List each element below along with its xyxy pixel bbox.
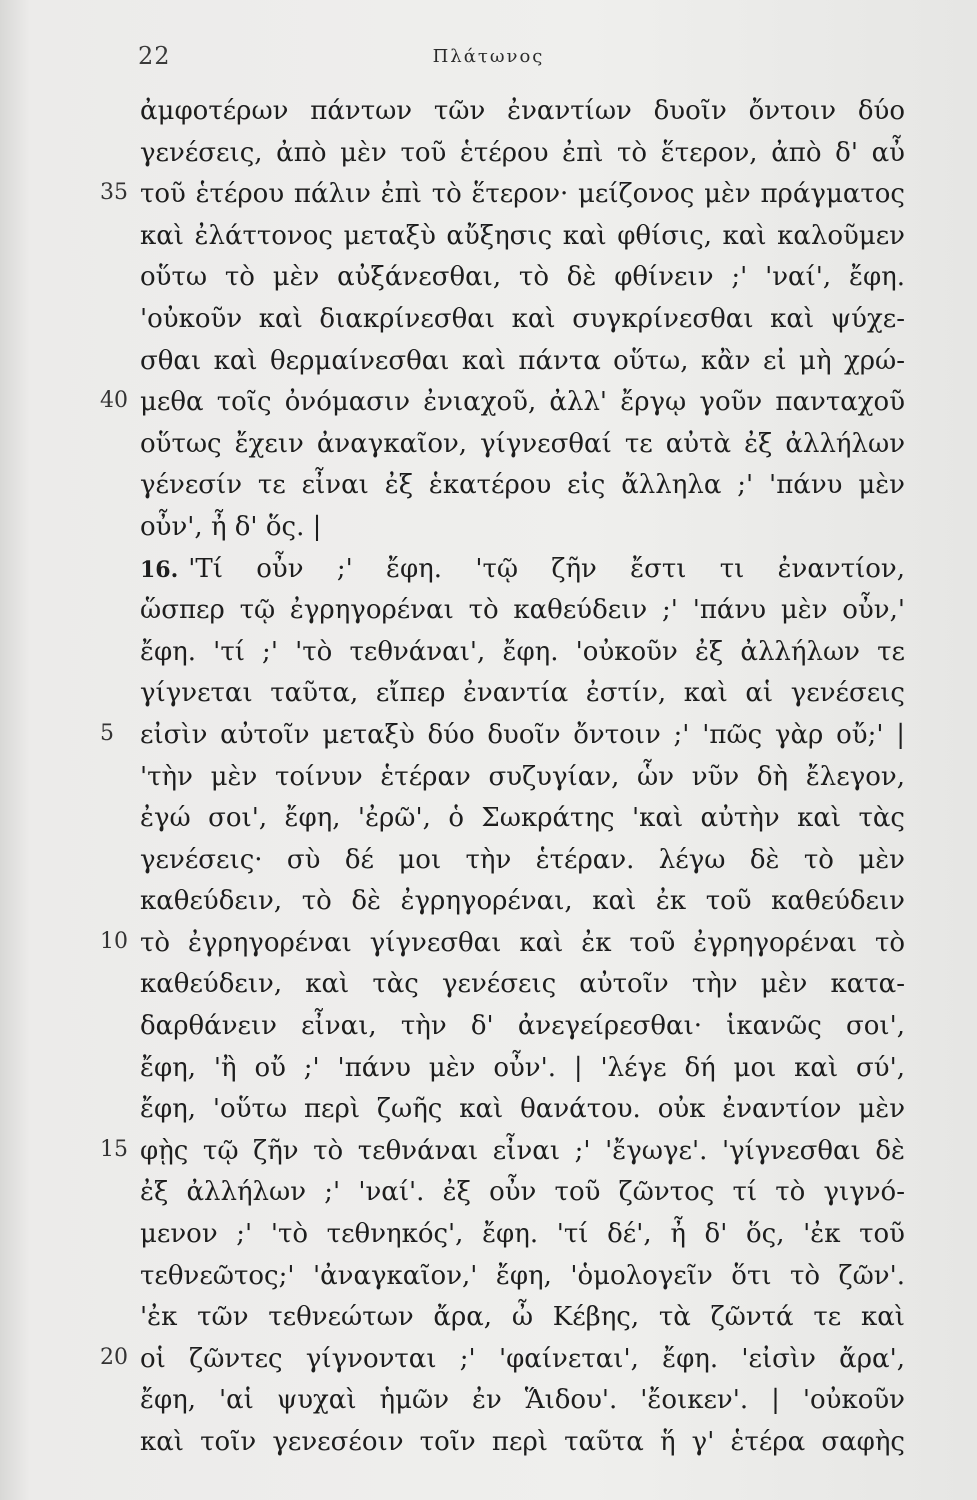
text-line <box>0 1423 977 1465</box>
text-line <box>0 175 977 217</box>
line-text: γενέσεις, ἀπὸ μὲν τοῦ ἑτέρου ἐπὶ τὸ ἕτερον, ἀπὸ δ' αὖ <box>140 137 905 168</box>
line-text: οὖν', ἦ δ' ὅς. | <box>140 511 322 542</box>
text-line <box>0 1340 977 1382</box>
line-text: οὕτως ἔχειν ἀναγκαῖον, γίγνεσθαί τε αὐτὰ ἐξ ἀλλήλων <box>140 428 905 459</box>
page-number: 22 <box>138 42 171 70</box>
line-number: 10 <box>100 928 128 954</box>
text-line <box>0 92 977 134</box>
line-text: ἔφη, 'αἱ ψυχαὶ ἡμῶν ἐν Ἅιδου'. 'ἔοικεν'. | 'οὐκοῦν <box>140 1385 905 1416</box>
line-text: ἀμφοτέρων πάντων τῶν ἐναντίων δυοῖν ὄντοιν δύο <box>140 96 905 126</box>
line-number: 40 <box>100 388 128 414</box>
line-text: καὶ ἐλάττονος μεταξὺ αὔξησις καὶ φθίσις, καὶ καλοῦμεν <box>140 220 905 251</box>
line-number: 5 <box>100 720 114 746</box>
text-line <box>0 217 977 259</box>
line-text: τοῦ ἑτέρου πάλιν ἐπὶ τὸ ἕτερον· μείζονος μὲν πράγματος <box>140 179 905 210</box>
text-line <box>0 841 977 883</box>
text-line <box>0 1257 977 1299</box>
line-text: ὥσπερ τῷ ἐγρηγορέναι τὸ καθεύδειν ;' 'πάνυ μὲν οὖν,' <box>140 595 905 626</box>
line-text: οὕτω τὸ μὲν αὐξάνεσθαι, τὸ δὲ φθίνειν ;' 'ναί', ἔφη. <box>140 262 905 293</box>
line-text: γίγνεται ταῦτα, εἴπερ ἐναντία ἐστίν, καὶ αἱ γενέσεις <box>140 678 905 709</box>
line-text: 'ἐκ τῶν τεθνεώτων ἄρα, ὦ Κέβης, τὰ ζῶντά τε καὶ <box>140 1302 905 1333</box>
line-number: 35 <box>100 180 128 206</box>
text-line <box>0 924 977 966</box>
text-line <box>0 799 977 841</box>
text-line <box>0 466 977 508</box>
text-line <box>0 1132 977 1174</box>
text-line <box>0 425 977 467</box>
running-head: Πλάτωνος <box>432 46 545 67</box>
line-text: δαρθάνειν εἶναι, τὴν δ' ἀνεγείρεσθαι· ἱκανῶς σοι', <box>140 1011 905 1042</box>
page-header <box>0 38 977 78</box>
text-line <box>0 758 977 800</box>
text-line <box>0 965 977 1007</box>
text-line <box>0 1173 977 1215</box>
text-line <box>0 1090 977 1132</box>
line-text: καθεύδειν, τὸ δὲ ἐγρηγορέναι, καὶ ἐκ τοῦ καθεύδειν <box>140 886 905 917</box>
text-line <box>0 1007 977 1049</box>
line-text: καὶ τοῖν γενεσέοιν τοῖν περὶ ταῦτα ἥ γ' ἑτέρα σαφὴς <box>140 1427 905 1457</box>
text-line <box>0 550 977 592</box>
section-number: 16. <box>140 556 179 583</box>
text-line <box>0 1381 977 1423</box>
line-text: ἔφη, 'οὕτω περὶ ζωῆς καὶ θανάτου. οὐκ ἐναντίον μὲν <box>140 1094 905 1125</box>
line-number: 20 <box>100 1344 128 1370</box>
text-line <box>0 1298 977 1340</box>
line-text: σθαι καὶ θερμαίνεσθαι καὶ πάντα οὕτω, κἂν εἰ μὴ χρώ- <box>140 345 905 376</box>
line-text: γενέσεις· σὺ δέ μοι τὴν ἑτέραν. λέγω δὲ τὸ μὲν <box>140 844 905 875</box>
line-text: ἔφη, 'ἢ οὔ ;' 'πάνυ μὲν οὖν'. | 'λέγε δή μοι καὶ σύ', <box>140 1052 905 1083</box>
text-line <box>0 1215 977 1257</box>
text-line <box>0 591 977 633</box>
text-line <box>0 633 977 675</box>
line-text: 'Τί οὖν ;' ἔφη. 'τῷ ζῆν ἔστι τι ἐναντίον, <box>188 553 905 584</box>
text-line <box>0 508 977 550</box>
text-line <box>0 258 977 300</box>
line-text: 'τὴν μὲν τοίνυν ἑτέραν συζυγίαν, ὧν νῦν δὴ ἔλεγον, <box>140 761 905 792</box>
line-number: 15 <box>100 1136 128 1162</box>
line-text: τὸ ἐγρηγορέναι γίγνεσθαι καὶ ἐκ τοῦ ἐγρηγορέναι τὸ <box>140 927 905 958</box>
line-text: ἔφη. 'τί ;' 'τὸ τεθνάναι', ἔφη. 'οὐκοῦν ἐξ ἀλλήλων τε <box>140 636 905 667</box>
text-line <box>0 716 977 758</box>
line-text: καθεύδειν, καὶ τὰς γενέσεις αὐτοῖν τὴν μὲν κατα- <box>140 969 905 1000</box>
line-text: ἐξ ἀλλήλων ;' 'ναί'. ἐξ οὖν τοῦ ζῶντος τί τὸ γιγνό- <box>140 1177 905 1208</box>
line-text: φῂς τῷ ζῆν τὸ τεθνάναι εἶναι ;' 'ἔγωγε'. 'γίγνεσθαι δὲ <box>140 1135 905 1166</box>
text-block <box>0 92 977 1465</box>
text-line <box>0 674 977 716</box>
text-line <box>0 300 977 342</box>
text-line <box>0 134 977 176</box>
line-text: γένεσίν τε εἶναι ἐξ ἑκατέρου εἰς ἄλληλα ;' 'πάνυ μὲν <box>140 470 905 501</box>
line-text: μενον ;' 'τὸ τεθνηκός', ἔφη. 'τί δέ', ἦ δ' ὅς, 'ἐκ τοῦ <box>140 1219 905 1250</box>
text-line <box>0 383 977 425</box>
line-text: 'οὐκοῦν καὶ διακρίνεσθαι καὶ συγκρίνεσθαι καὶ ψύχε- <box>140 303 905 334</box>
line-text: μεθα τοῖς ὀνόμασιν ἐνιαχοῦ, ἀλλ' ἔργῳ γοῦν πανταχοῦ <box>140 387 905 418</box>
line-text: οἱ ζῶντες γίγνονται ;' 'φαίνεται', ἔφη. 'εἰσὶν ἄρα', <box>140 1343 905 1374</box>
line-text: ἐγώ σοι', ἔφη, 'ἐρῶ', ὁ Σωκράτης 'καὶ αὐτὴν καὶ τὰς <box>140 803 905 834</box>
text-line <box>0 342 977 384</box>
text-line <box>0 1049 977 1091</box>
line-text: τεθνεῶτος;' 'ἀναγκαῖον,' ἔφη, 'ὁμολογεῖν ὅτι τὸ ζῶν'. <box>140 1260 905 1291</box>
text-line <box>0 882 977 924</box>
line-text: εἰσὶν αὐτοῖν μεταξὺ δύο δυοῖν ὄντοιν ;' 'πῶς γὰρ οὔ;' | <box>140 719 905 750</box>
